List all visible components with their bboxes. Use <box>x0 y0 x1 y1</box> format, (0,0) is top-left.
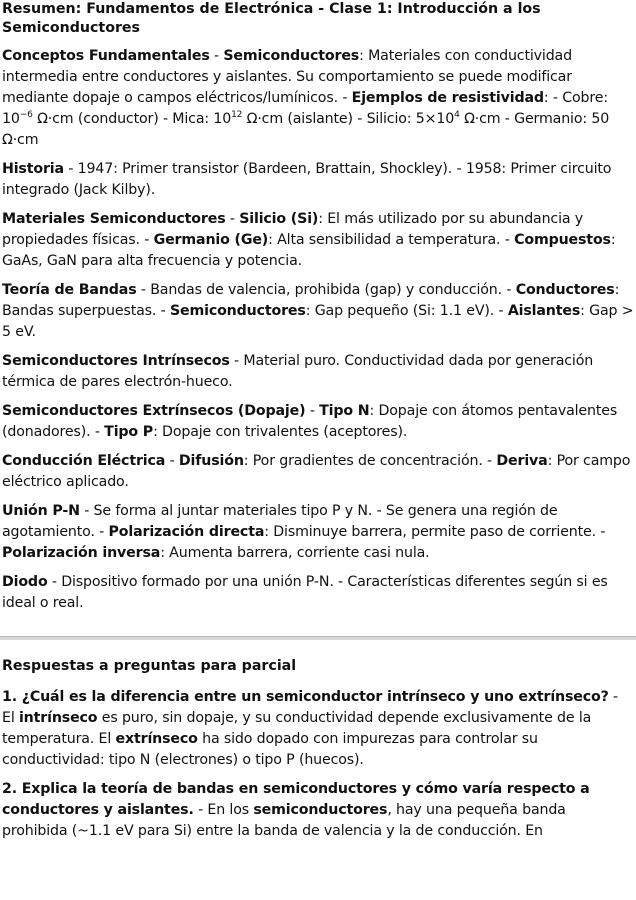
heading-bandas: Teoría de Bandas <box>2 282 137 298</box>
heading-conceptos: Conceptos Fundamentales <box>2 48 210 64</box>
heading-intrinsecos: Semiconductores Intrínsecos <box>2 353 230 369</box>
section-divider <box>0 636 636 640</box>
question-2: 2. Explica la teoría de bandas en semiconductores y cómo varía respecto a conductores y aislantes. <box>2 781 590 818</box>
answer-1: 1. ¿Cuál es la diferencia entre un semiconductor intrínseco y uno extrínseco? - El intrínseco es puro, sin dopaje, y su conductividad depende exclusivamente de la temperatura. El extrínseco ha sido dopado con impurezas para controlar su conductividad: tipo N (electrones) o tipo P (huecos). <box>2 689 619 768</box>
heading-respuestas: Respuestas a preguntas para parcial <box>2 658 297 674</box>
heading-extrinsecos: Semiconductores Extrínsecos (Dopaje) <box>2 403 306 419</box>
heading-conduccion: Conducción Eléctrica <box>2 453 166 469</box>
paragraph-materiales: Materiales Semiconductores - Silicio (Si): El más utilizado por su abundancia y propiedades físicas. - Germanio (Ge): Alta sensibilidad a temperatura. - Compuestos: GaAs, GaN para alta frecuencia y potencia. <box>2 211 616 269</box>
paragraph-extrinsecos: Semiconductores Extrínsecos (Dopaje) - Tipo N: Dopaje con átomos pentavalentes (donadores). - Tipo P: Dopaje con trivalentes (aceptores). <box>2 403 618 440</box>
paragraph-historia: Historia - 1947: Primer transistor (Bardeen, Brattain, Shockley). - 1958: Primer circuito integrado (Jack Kilby). <box>2 161 612 198</box>
heading-materiales: Materiales Semiconductores <box>2 211 226 227</box>
paragraph-conduccion: Conducción Eléctrica - Difusión: Por gradientes de concentración. - Deriva: Por campo eléctrico aplicado. <box>2 453 631 490</box>
label-ejemplos: Ejemplos de resistividad <box>351 90 544 106</box>
question-1: 1. ¿Cuál es la diferencia entre un semiconductor intrínseco y uno extrínseco? <box>2 689 609 705</box>
paragraph-conceptos: Conceptos Fundamentales - Semiconductores: Materiales con conductividad intermedia entre conductores y aislantes. Su comportamiento se puede modificar mediante dopaje o campos eléctricos/lumínicos. - Ejemplos de resistividad: - Cobre: $10^{-6}$ Ω·cm (conductor) - Mica: $10^{12}$ Ω·cm (aislante) - Silicio: $5\times 10^4$ Ω·cm - Germanio: 50 Ω·cm <box>2 48 610 148</box>
heading-historia: Historia <box>2 161 64 177</box>
answer-2: 2. Explica la teoría de bandas en semiconductores y cómo varía respecto a conductores y aislantes. - En los semiconductores, hay una pequeña banda prohibida (~1.1 eV para Si) entre la banda de valencia y la de conducción. En <box>2 781 590 839</box>
heading-union: Unión P-N <box>2 503 80 519</box>
document-title: Resumen: Fundamentos de Electrónica - Clase 1: Introducción a los Semiconductores <box>2 1 541 36</box>
term-semiconductores: Semiconductores <box>223 48 360 64</box>
paragraph-bandas: Teoría de Bandas - Bandas de valencia, prohibida (gap) y conducción. - Conductores: Bandas superpuestas. - Semiconductores: Gap pequeño (Si: 1.1 eV). - Aislantes: Gap > 5 eV. <box>2 282 634 340</box>
heading-diodo: Diodo <box>2 574 48 590</box>
paragraph-union: Unión P-N - Se forma al juntar materiales tipo P y N. - Se genera una región de agotamiento. - Polarización directa: Disminuye barrera, permite paso de corriente. - Polarización inversa: Aumenta barrera, corriente casi nula. <box>2 503 606 561</box>
paragraph-diodo: Diodo - Dispositivo formado por una unión P-N. - Características diferentes según si es ideal o real. <box>2 574 608 611</box>
paragraph-intrinsecos: Semiconductores Intrínsecos - Material puro. Conductividad dada por generación térmica de pares electrón-hueco. <box>2 353 594 390</box>
